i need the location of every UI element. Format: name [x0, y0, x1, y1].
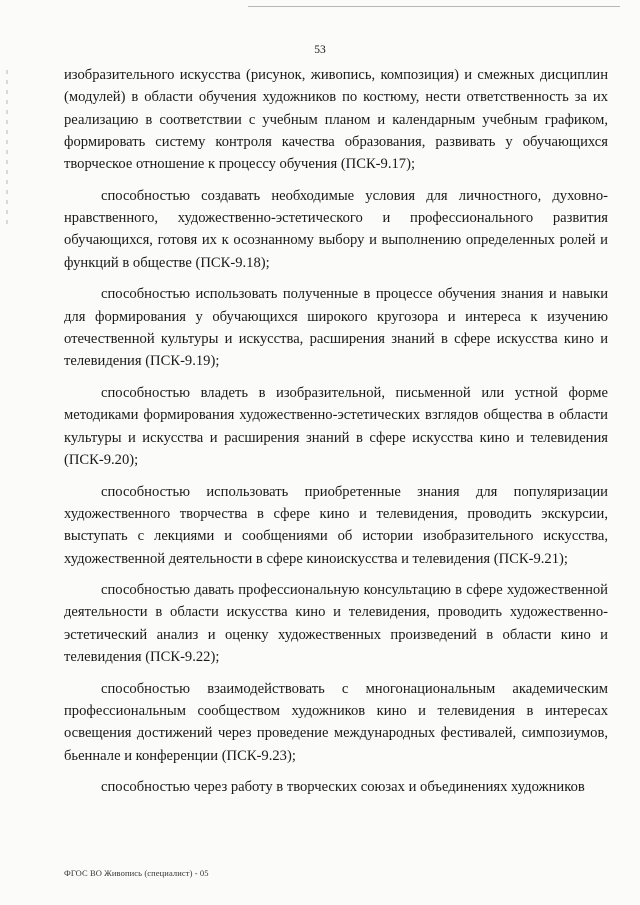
document-body: [64, 64, 608, 808]
paragraph-psk-9-20: способностью владеть в изобразительной, письменной или устной форме методиками формирования художественно-эстетических взглядов общества в области культуры и искусства и расширения знаний в сфере искусства кино и телевидения (ПСК-9.20);: [64, 385, 608, 468]
paragraph-psk-9-19: способностью использовать полученные в процессе обучения знания и навыки для формирования у обучающихся широкого кругозора и интереса к изучению отечественной культуры и искусства, расширения знаний в сфере искусства кино и телевидения (ПСК-9.19);: [64, 286, 608, 370]
paragraph-psk-9-22: способностью давать профессиональную консультацию в сфере художественной деятельности в области искусства кино и телевидения, проводить художественно-эстетический анализ и оценку художественных произведений в области кино и телевидения (ПСК-9.22);: [64, 582, 608, 666]
paragraph-continued: изобразительного искусства (рисунок, живопись, композиция) и смежных дисциплин (модулей) в области обучения художников по костюму, нести ответственность за их реализацию в соответствии с учебным планом и календарным учебным графиком, формировать систему контроля качества образования, развивать у обучающихся творческое отношение к процессу обучения (ПСК-9.17);: [64, 67, 608, 173]
paragraph-last-partial: способностью через работу в творческих союзах и объединениях художников: [101, 779, 585, 796]
paragraph-psk-9-18: способностью создавать необходимые условия для личностного, духовно-нравственного, художественно-эстетического и профессионального развития обучающихся, готовя их к осознанному выбору и выполнению определенных ролей и функций в обществе (ПСК-9.18);: [64, 187, 608, 271]
footer-note: ФГОС ВО Живопись (специалист) - 05: [64, 868, 209, 878]
page-number: 53: [314, 44, 326, 56]
paragraph-psk-9-21: способностью использовать приобретенные знания для популяризации художественного творчества в сфере кино и телевидения, проводить экскурсии, выступать с лекциями и сообщениями об истории изобразительного искусства, художественной деятельности в сфере киноискусства и телевидения (ПСК-9.21);: [64, 483, 608, 567]
paragraph-psk-9-23: способностью взаимодействовать с многонациональным академическим профессиональным сообществом художников кино и телевидения в интересах освещения достижений через проведение международных фестивалей, симпозиумов, бьеннале и конференции (ПСК-9.23);: [64, 680, 608, 764]
scan-top-edge-line: [248, 6, 620, 7]
binding-hole-marks: [6, 70, 8, 230]
